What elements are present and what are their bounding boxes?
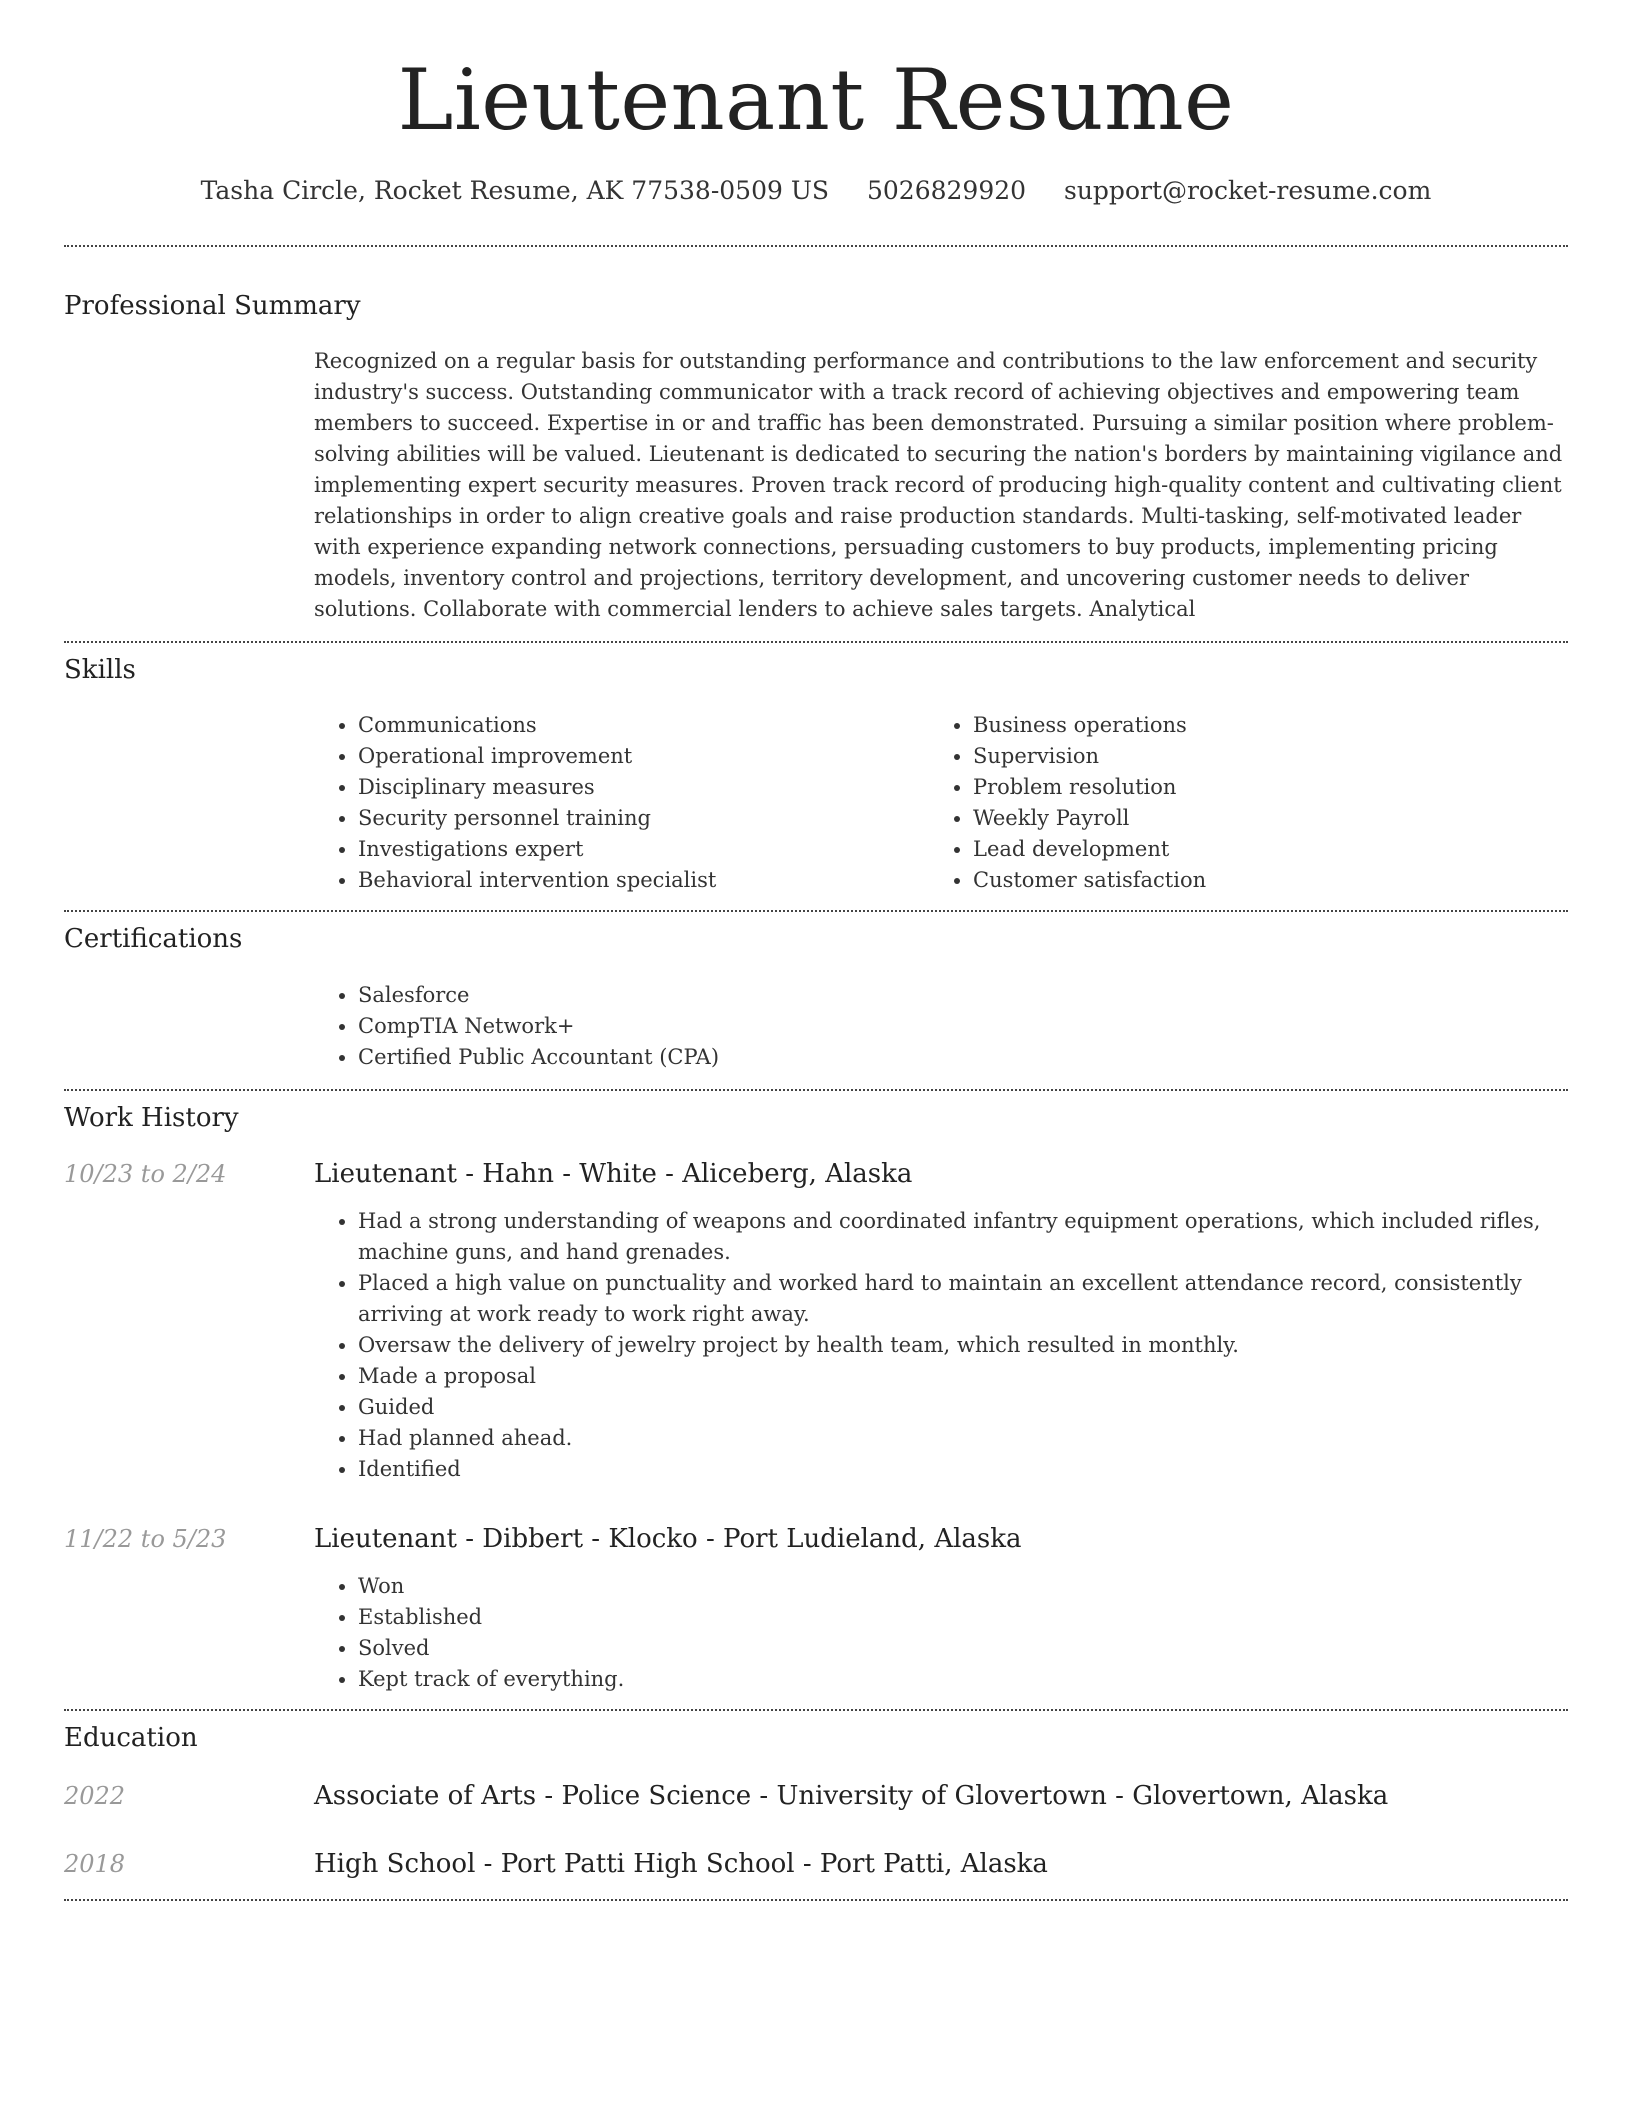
- job-dates: 10/23 to 2/24: [64, 1159, 227, 1188]
- contact-address: Tasha Circle, Rocket Resume, AK 77538-0509 US: [200, 176, 830, 205]
- education-entry: [64, 1780, 1568, 1812]
- work-history-section: [64, 1091, 1568, 1709]
- job-title: Lieutenant - Hahn - White - Aliceberg, Alaska: [314, 1158, 913, 1189]
- resume-title: Lieutenant Resume: [397, 51, 1235, 149]
- summary-section: [64, 247, 1568, 641]
- job-bullet: • Established: [358, 1602, 1568, 1633]
- job-bullet: • Guided: [358, 1392, 1568, 1423]
- skill-item: • Customer satisfaction: [973, 865, 1544, 896]
- skill-item: • Security personnel training: [358, 803, 929, 834]
- job-bullet: • Oversaw the delivery of jewelry project by health team, which resulted in monthly.: [358, 1330, 1568, 1361]
- education-degree: High School - Port Patti High School - Port Patti, Alaska: [314, 1848, 1048, 1879]
- job-bullet: • Kept track of everything.: [358, 1664, 1568, 1695]
- contact-line: [64, 176, 1568, 206]
- skill-item: • Supervision: [973, 741, 1544, 772]
- job-entry: [64, 1158, 1568, 1485]
- section-title: Education: [64, 1722, 198, 1753]
- job-bullet: • Won: [358, 1571, 1568, 1602]
- certification-item: • Certified Public Accountant (CPA): [358, 1042, 1568, 1073]
- education-degree: Associate of Arts - Police Science - University of Glovertown - Glovertown, Alaska: [314, 1780, 1389, 1811]
- section-title: Skills: [64, 655, 136, 686]
- contact-email: support@rocket-resume.com: [1064, 176, 1432, 205]
- job-dates: 11/22 to 5/23: [64, 1524, 227, 1553]
- skills-column-left: [314, 710, 929, 896]
- divider: [64, 1899, 1568, 1901]
- skill-item: • Behavioral intervention specialist: [358, 865, 929, 896]
- education-year: 2022: [64, 1781, 126, 1810]
- job-bullet: • Made a proposal: [358, 1361, 1568, 1392]
- skill-item: • Disciplinary measures: [358, 772, 929, 803]
- skill-item: • Lead development: [973, 834, 1544, 865]
- skill-item: • Operational improvement: [358, 741, 929, 772]
- skill-item: • Investigations expert: [358, 834, 929, 865]
- skills-section: [64, 643, 1568, 910]
- education-entry: [64, 1848, 1568, 1880]
- skill-item: • Problem resolution: [973, 772, 1544, 803]
- job-entry: [64, 1523, 1568, 1695]
- job-bullet: • Had a strong understanding of weapons and coordinated infantry equipment operations, which included rifles, machine guns, and hand grenades.: [358, 1206, 1568, 1268]
- summary-text: Recognized on a regular basis for outstanding performance and contributions to the law enforcement and security industry's success. Outstanding communicator with a track record of achieving objectives and empowering team members to succeed. Expertise in or and traffic has been demonstrated. Pursuing a similar position where problem-solving abilities will be valued. Lieutenant is dedicated to securing the nation's borders by maintaining vigilance and implementing expert security measures. Proven track record of producing high-quality content and cultivating client relationships in order to align creative goals and raise production standards. Multi-tasking, self-motivated leader with experience expanding network connections, persuading customers to buy products, implementing pricing models, inventory control and projections, territory development, and uncovering customer needs to deliver solutions. Collaborate with commercial lenders to achieve sales targets. Analytical: [314, 349, 1563, 622]
- section-title: Certifications: [64, 924, 243, 955]
- education-section: [64, 1711, 1568, 1899]
- contact-phone: 5026829920: [866, 176, 1027, 205]
- section-title: Professional Summary: [64, 291, 361, 321]
- job-bullet: • Identified: [358, 1454, 1568, 1485]
- job-bullet: • Placed a high value on punctuality and worked hard to maintain an excellent attendance record, consistently arriving at work ready to work right away.: [358, 1268, 1568, 1330]
- job-title: Lieutenant - Dibbert - Klocko - Port Ludieland, Alaska: [314, 1523, 1022, 1554]
- section-title: Work History: [64, 1102, 239, 1133]
- education-year: 2018: [64, 1849, 126, 1878]
- job-bullet: • Solved: [358, 1633, 1568, 1664]
- certification-item: • Salesforce: [358, 980, 1568, 1011]
- job-bullet: • Had planned ahead.: [358, 1423, 1568, 1454]
- skill-item: • Business operations: [973, 710, 1544, 741]
- skill-item: • Weekly Payroll: [973, 803, 1544, 834]
- skill-item: • Communications: [358, 710, 929, 741]
- certifications-section: [64, 912, 1568, 1088]
- certification-item: • CompTIA Network+: [358, 1011, 1568, 1042]
- skills-column-right: [929, 710, 1544, 896]
